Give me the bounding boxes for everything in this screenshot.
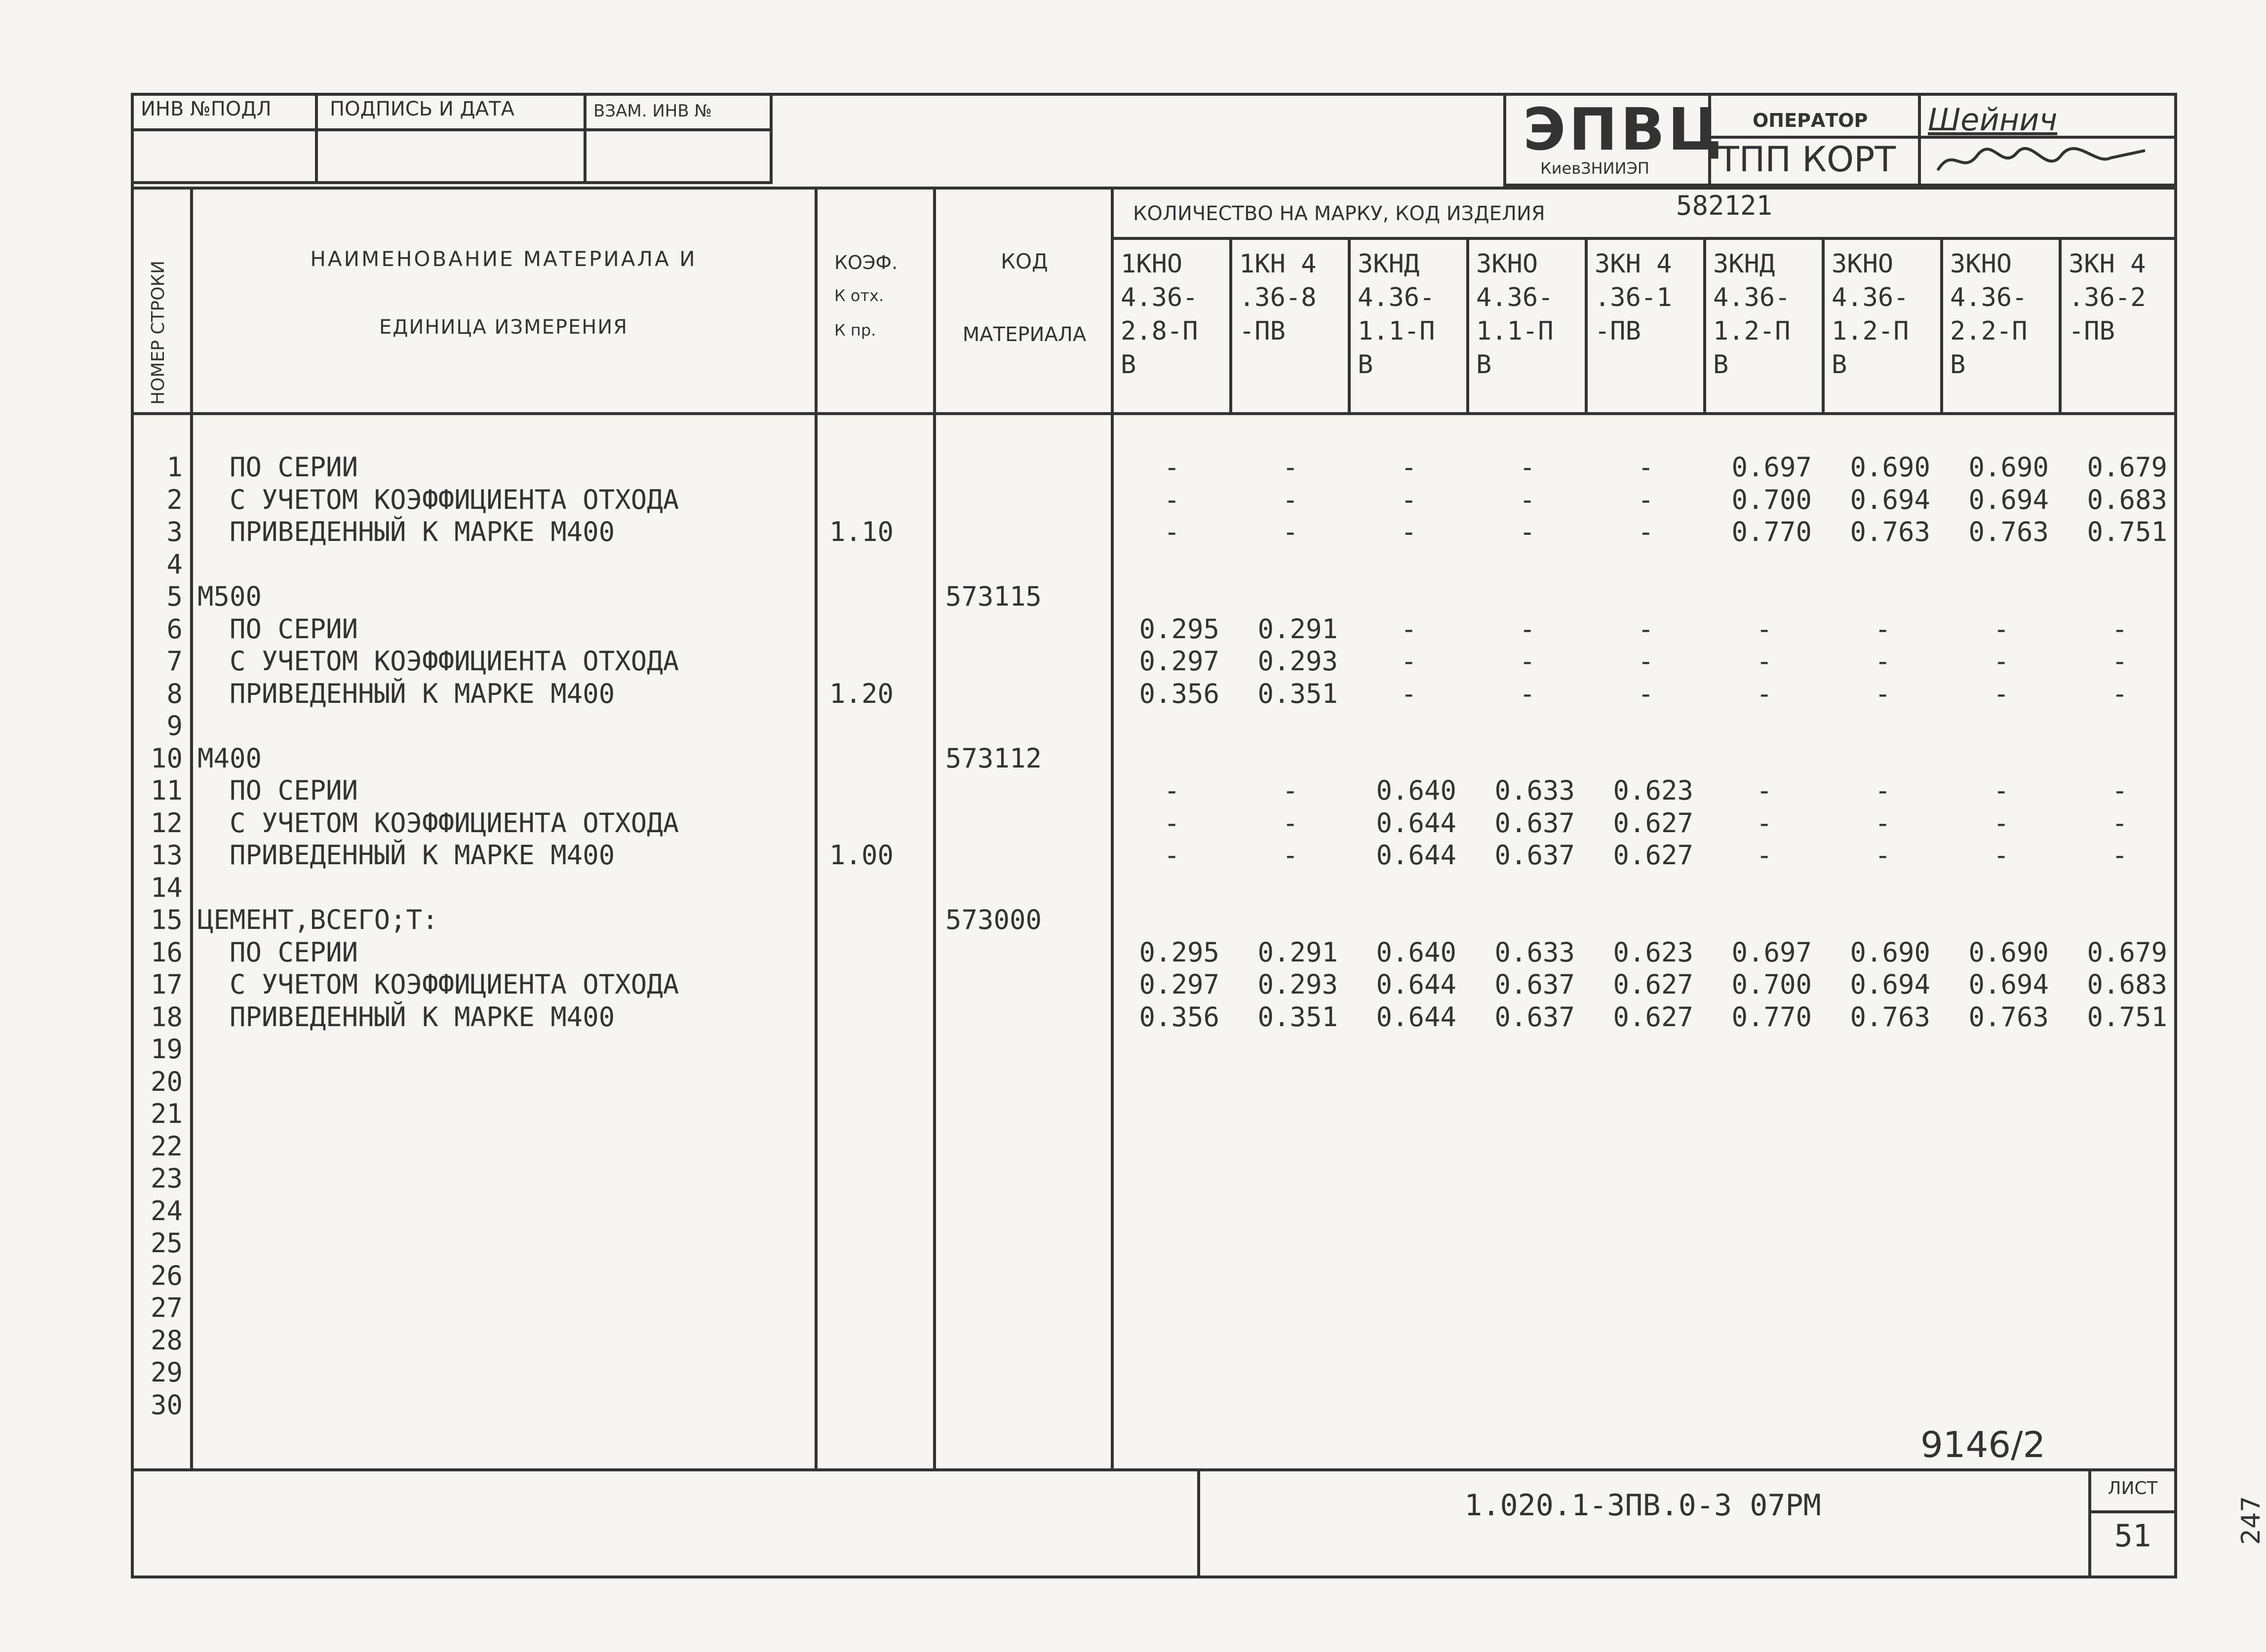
margin-note: 247: [2236, 1496, 2266, 1545]
sheet-label: ЛИСТ: [2108, 1478, 2158, 1498]
quantity-cell: 0.644: [1376, 969, 1456, 1000]
quantity-cell: -: [1875, 840, 1891, 871]
quantity-cell: 0.623: [1613, 936, 1693, 968]
column-header-line: .36-2: [2069, 283, 2146, 312]
quantity-cell: 0.694: [1968, 969, 2049, 1000]
quantity-cell: -: [1638, 452, 1654, 483]
quantity-cell: -: [1401, 678, 1417, 709]
quantity-cell: 0.683: [2087, 969, 2167, 1000]
material-name: ЦЕМЕНТ,ВСЕГО;Т:: [197, 904, 438, 935]
quantity-cell: -: [1993, 840, 2009, 871]
quantity-cell: 0.640: [1376, 775, 1456, 806]
line-number: 26: [150, 1260, 183, 1291]
quantity-cell: -: [2111, 840, 2128, 871]
quantity-cell: -: [1875, 775, 1891, 806]
column-header-line: 3КНД: [1358, 249, 1420, 279]
code-header-1: КОД: [1001, 249, 1048, 273]
quantity-cell: 0.627: [1613, 807, 1693, 839]
material-name: ПРИВЕДЕННЫЙ К МАРКЕ М400: [197, 678, 615, 709]
column-header-line: 3КН 4: [1595, 249, 1672, 279]
line-number: 2: [166, 484, 183, 515]
material-header-1: НАИМЕНОВАНИЕ МАТЕРИАЛА И: [310, 247, 697, 271]
quantity-cell: -: [1164, 516, 1180, 547]
quantity-cell: 0.297: [1139, 969, 1219, 1000]
quantity-cell: 0.637: [1494, 840, 1575, 871]
material-name: ПРИВЕДЕННЫЙ К МАРКЕ М400: [197, 516, 615, 547]
column-header-line: 4.36-: [1121, 283, 1198, 312]
material-name: ПО СЕРИИ: [197, 452, 358, 483]
quantity-cell: 0.295: [1139, 613, 1219, 645]
quantity-cell: 0.627: [1613, 1001, 1693, 1033]
column-header-line: .36-1: [1595, 283, 1672, 312]
material-name: ПРИВЕДЕННЫЙ К МАРКЕ М400: [197, 840, 615, 871]
line-number: 6: [166, 613, 183, 645]
qty-header: КОЛИЧЕСТВО НА МАРКУ, КОД ИЗДЕЛИЯ: [1133, 202, 1545, 225]
line-number: 14: [150, 872, 183, 903]
quantity-cell: -: [2111, 646, 2128, 677]
column-header-line: 2.2-П: [1950, 316, 2028, 346]
quantity-cell: 0.697: [1731, 936, 1812, 968]
column-header-line: 4.36-: [1950, 283, 2028, 312]
material-name: ПО СЕРИИ: [197, 775, 358, 806]
quantity-cell: -: [1875, 646, 1891, 677]
material-name: М500: [197, 581, 262, 612]
stamp-vzam-inv: ВЗАМ. ИНВ №: [593, 101, 712, 121]
quantity-cell: 0.293: [1257, 646, 1338, 677]
quantity-cell: -: [1282, 775, 1298, 806]
column-header-line: 4.36-: [1476, 283, 1554, 312]
quantity-cell: 0.356: [1139, 678, 1219, 709]
quantity-cell: -: [1638, 484, 1654, 515]
quantity-cell: 0.770: [1731, 516, 1812, 547]
line-number: 3: [166, 516, 183, 547]
quantity-cell: -: [1875, 807, 1891, 839]
column-header-line: 3КНД: [1713, 249, 1775, 279]
material-name: С УЧЕТОМ КОЭФФИЦИЕНТА ОТХОДА: [197, 646, 679, 677]
material-name: ПО СЕРИИ: [197, 936, 358, 968]
quantity-cell: -: [1401, 613, 1417, 645]
quantity-cell: 0.763: [1850, 516, 1930, 547]
line-number: 15: [150, 904, 183, 935]
quantity-cell: -: [1282, 452, 1298, 483]
line-number: 5: [166, 581, 183, 612]
quantity-cell: -: [1756, 775, 1772, 806]
material-name: ПО СЕРИИ: [197, 613, 358, 645]
material-name: ПРИВЕДЕННЫЙ К МАРКЕ М400: [197, 1001, 615, 1033]
material-code: 573000: [945, 904, 1042, 935]
line-number: 18: [150, 1001, 183, 1033]
line-number: 9: [166, 710, 183, 741]
quantity-cell: 0.633: [1494, 936, 1575, 968]
quantity-cell: -: [1401, 646, 1417, 677]
material-name: М400: [197, 742, 262, 774]
quantity-cell: -: [2111, 807, 2128, 839]
line-number: 30: [150, 1389, 183, 1421]
coef-header-1: КОЭФ.: [834, 252, 898, 273]
material-name: С УЧЕТОМ КОЭФФИЦИЕНТА ОТХОДА: [197, 484, 679, 515]
quantity-cell: 0.291: [1257, 613, 1338, 645]
handwritten-number: 9146/2: [1920, 1424, 2046, 1465]
quantity-cell: 0.351: [1257, 1001, 1338, 1033]
quantity-cell: 0.763: [1968, 1001, 2049, 1033]
quantity-cell: -: [1638, 516, 1654, 547]
column-header-line: 1КНО: [1121, 249, 1183, 279]
quantity-cell: -: [1638, 646, 1654, 677]
quantity-cell: -: [1875, 613, 1891, 645]
line-number: 8: [166, 678, 183, 709]
quantity-cell: -: [1164, 840, 1180, 871]
line-number: 1: [166, 452, 183, 483]
quantity-cell: -: [1875, 678, 1891, 709]
coefficient: 1.10: [829, 516, 894, 547]
line-number: 16: [150, 936, 183, 968]
quantity-cell: -: [1164, 807, 1180, 839]
quantity-cell: 0.295: [1139, 936, 1219, 968]
column-header-line: 3КН 4: [2069, 249, 2146, 279]
org-logo: ЭПВЦ: [1523, 95, 1725, 163]
quantity-cell: -: [1519, 613, 1535, 645]
column-header-line: 1.2-П: [1713, 316, 1791, 346]
coef-header-3: К пр.: [834, 321, 876, 340]
column-header-line: 1.2-П: [1832, 316, 1909, 346]
quantity-cell: 0.644: [1376, 807, 1456, 839]
quantity-cell: -: [1993, 646, 2009, 677]
column-header-line: 1КН 4: [1239, 249, 1317, 279]
quantity-cell: 0.637: [1494, 969, 1575, 1000]
quantity-cell: 0.763: [1850, 1001, 1930, 1033]
material-header-2: ЕДИНИЦА ИЗМЕРЕНИЯ: [379, 316, 628, 339]
quantity-cell: 0.637: [1494, 807, 1575, 839]
stamp-inv-podl: ИНВ №ПОДЛ: [141, 98, 272, 120]
line-number: 25: [150, 1228, 183, 1259]
line-number: 13: [150, 840, 183, 871]
quantity-cell: -: [1519, 516, 1535, 547]
coefficient: 1.20: [829, 678, 894, 709]
column-header-line: 1.1-П: [1358, 316, 1435, 346]
column-header-line: 3КНО: [1476, 249, 1538, 279]
quantity-cell: -: [1638, 678, 1654, 709]
line-number: 7: [166, 646, 183, 677]
column-header-line: 2.8-П: [1121, 316, 1198, 346]
column-header-line: 4.36-: [1358, 283, 1435, 312]
quantity-cell: 0.351: [1257, 678, 1338, 709]
quantity-cell: -: [1282, 484, 1298, 515]
column-header-line: В: [1832, 350, 1847, 380]
material-name: С УЧЕТОМ КОЭФФИЦИЕНТА ОТХОДА: [197, 969, 679, 1000]
quantity-cell: -: [1756, 840, 1772, 871]
quantity-cell: -: [1993, 678, 2009, 709]
quantity-cell: 0.623: [1613, 775, 1693, 806]
line-number: 12: [150, 807, 183, 839]
coefficient: 1.00: [829, 840, 894, 871]
quantity-cell: -: [1164, 775, 1180, 806]
quantity-cell: 0.694: [1968, 484, 2049, 515]
quantity-cell: 0.690: [1850, 452, 1930, 483]
quantity-cell: 0.683: [2087, 484, 2167, 515]
line-number: 23: [150, 1163, 183, 1194]
quantity-cell: -: [1519, 678, 1535, 709]
quantity-cell: 0.644: [1376, 840, 1456, 871]
line-number: 21: [150, 1098, 183, 1129]
line-number: 10: [150, 742, 183, 774]
line-number: 27: [150, 1292, 183, 1323]
column-header-line: -ПВ: [2069, 316, 2115, 346]
column-header-line: 3КНО: [1832, 249, 1894, 279]
quantity-cell: -: [1401, 452, 1417, 483]
quantity-cell: -: [1638, 613, 1654, 645]
material-name: С УЧЕТОМ КОЭФФИЦИЕНТА ОТХОДА: [197, 807, 679, 839]
line-number: 22: [150, 1130, 183, 1162]
column-header-line: В: [1358, 350, 1373, 380]
quantity-cell: -: [1993, 775, 2009, 806]
quantity-cell: -: [1993, 807, 2009, 839]
document-code: 1.020.1-3ПВ.0-3 07РМ: [1464, 1488, 1821, 1523]
quantity-cell: 0.694: [1850, 484, 1930, 515]
quantity-cell: 0.700: [1731, 969, 1812, 1000]
line-number: 28: [150, 1324, 183, 1356]
line-number: 19: [150, 1034, 183, 1065]
quantity-cell: 0.690: [1850, 936, 1930, 968]
column-header-line: 1.1-П: [1476, 316, 1554, 346]
quantity-cell: -: [1401, 484, 1417, 515]
quantity-cell: 0.697: [1731, 452, 1812, 483]
quantity-cell: 0.690: [1968, 452, 2049, 483]
quantity-cell: -: [1282, 807, 1298, 839]
quantity-cell: 0.770: [1731, 1001, 1812, 1033]
stamp-podpis-data: ПОДПИСЬ И ДАТА: [330, 98, 514, 120]
quantity-cell: -: [1519, 484, 1535, 515]
material-code: 573115: [945, 581, 1042, 612]
column-header-line: 3КНО: [1950, 249, 2012, 279]
column-header-line: 4.36-: [1832, 283, 1909, 312]
quantity-cell: -: [1993, 613, 2009, 645]
quantity-cell: 0.640: [1376, 936, 1456, 968]
line-number: 17: [150, 969, 183, 1000]
quantity-cell: 0.644: [1376, 1001, 1456, 1033]
coef-header-2: К отх.: [834, 286, 884, 305]
column-header-line: .36-8: [1239, 283, 1317, 312]
quantity-cell: -: [1756, 646, 1772, 677]
quantity-cell: 0.679: [2087, 936, 2167, 968]
quantity-cell: 0.690: [1968, 936, 2049, 968]
quantity-cell: -: [1401, 516, 1417, 547]
quantity-cell: -: [2111, 678, 2128, 709]
quantity-cell: 0.637: [1494, 1001, 1575, 1033]
column-header-line: В: [1476, 350, 1492, 380]
quantity-cell: 0.293: [1257, 969, 1338, 1000]
column-header-line: -ПВ: [1239, 316, 1286, 346]
line-number: 4: [166, 548, 183, 580]
quantity-cell: 0.700: [1731, 484, 1812, 515]
quantity-cell: 0.763: [1968, 516, 2049, 547]
quantity-cell: 0.297: [1139, 646, 1219, 677]
quantity-cell: 0.291: [1257, 936, 1338, 968]
quantity-cell: -: [1756, 613, 1772, 645]
operator-dept: ТПП КОРТ: [1718, 139, 1896, 180]
quantity-cell: 0.627: [1613, 969, 1693, 1000]
quantity-cell: 0.627: [1613, 840, 1693, 871]
quantity-cell: -: [1756, 807, 1772, 839]
quantity-cell: 0.694: [1850, 969, 1930, 1000]
line-number: 29: [150, 1357, 183, 1388]
line-number-header: НОМЕР СТРОКИ: [148, 260, 168, 405]
code-header-2: МАТЕРИАЛА: [962, 323, 1087, 346]
sheet-number: 51: [2114, 1518, 2151, 1554]
quantity-cell: -: [1164, 484, 1180, 515]
org-sub: КиевЗНИИЭП: [1540, 159, 1649, 178]
operator-name: Шейнич: [1928, 102, 2058, 138]
line-number: 24: [150, 1195, 183, 1227]
line-number: 11: [150, 775, 183, 806]
quantity-cell: 0.751: [2087, 516, 2167, 547]
quantity-cell: -: [1164, 452, 1180, 483]
quantity-cell: -: [1282, 840, 1298, 871]
quantity-cell: 0.356: [1139, 1001, 1219, 1033]
column-header-line: 4.36-: [1713, 283, 1791, 312]
product-code: 582121: [1676, 190, 1773, 221]
material-code: 573112: [945, 742, 1042, 774]
column-header-line: -ПВ: [1595, 316, 1641, 346]
operator-label: ОПЕРАТОР: [1753, 110, 1868, 131]
operator-signature: [1933, 141, 2150, 180]
line-number: 20: [150, 1066, 183, 1097]
column-header-line: В: [1950, 350, 1966, 380]
quantity-cell: -: [1282, 516, 1298, 547]
quantity-cell: -: [1519, 646, 1535, 677]
quantity-cell: -: [1756, 678, 1772, 709]
quantity-cell: 0.679: [2087, 452, 2167, 483]
column-header-line: В: [1121, 350, 1136, 380]
quantity-cell: 0.751: [2087, 1001, 2167, 1033]
quantity-cell: -: [1519, 452, 1535, 483]
quantity-cell: 0.633: [1494, 775, 1575, 806]
quantity-cell: -: [2111, 775, 2128, 806]
column-header-line: В: [1713, 350, 1729, 380]
quantity-cell: -: [2111, 613, 2128, 645]
